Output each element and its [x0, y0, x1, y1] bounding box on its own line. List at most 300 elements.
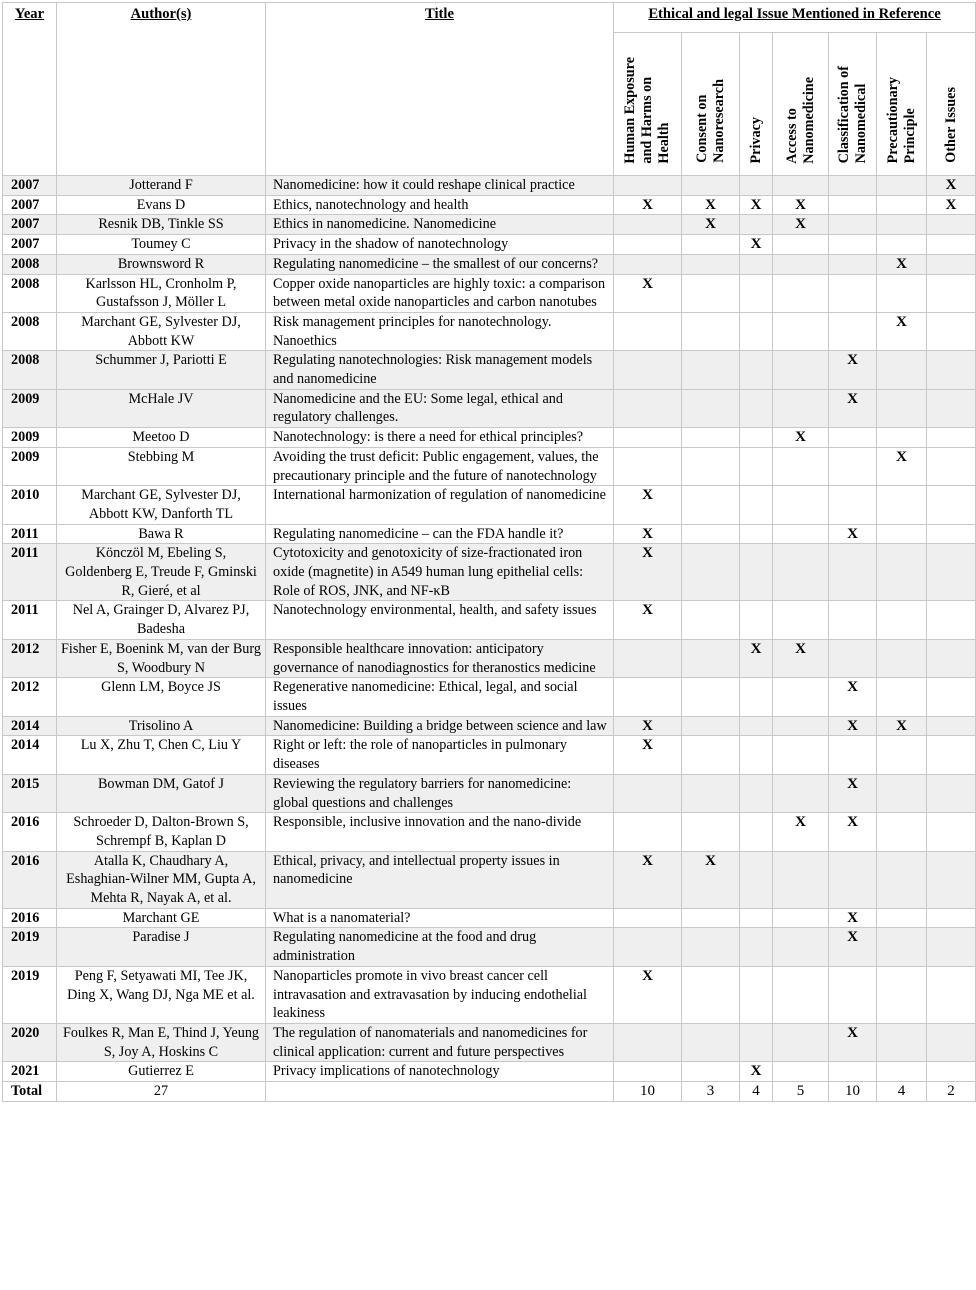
issue-mark-cell: X: [877, 447, 927, 485]
authors-cell: Meetoo D: [57, 428, 266, 448]
issue-mark-cell: [682, 235, 740, 255]
year-cell: 2007: [3, 195, 57, 215]
issue-mark-cell: X: [927, 195, 976, 215]
issue-mark-cell: [740, 351, 773, 389]
issue-mark-cell: X: [829, 351, 877, 389]
title-cell: Risk management principles for nanotechnology. Nanoethics: [266, 312, 614, 350]
issue-mark-cell: X: [682, 195, 740, 215]
total-issue-count: 10: [829, 1082, 877, 1102]
issue-mark-cell: [614, 351, 682, 389]
year-cell: 2009: [3, 447, 57, 485]
issue-mark-cell: [829, 428, 877, 448]
table-row: [3, 1023, 976, 1061]
issue-mark-cell: [829, 601, 877, 639]
year-cell: 2016: [3, 851, 57, 908]
issue-header: [927, 33, 976, 176]
issue-mark-cell: [740, 1023, 773, 1061]
issue-header-line: Nanomedicine: [800, 76, 817, 164]
authors-cell: Trisolino A: [57, 716, 266, 736]
year-cell: 2016: [3, 908, 57, 928]
title-cell: Privacy in the shadow of nanotechnology: [266, 235, 614, 255]
table-row: [3, 1062, 976, 1082]
table-row: [3, 908, 976, 928]
issue-mark-cell: [773, 736, 829, 774]
issue-mark-cell: [682, 524, 740, 544]
issue-mark-cell: [829, 215, 877, 235]
issue-mark-cell: [927, 928, 976, 966]
issue-mark-cell: [773, 1062, 829, 1082]
issue-mark-cell: X: [773, 215, 829, 235]
table-row: [3, 389, 976, 427]
issue-header-line: Human Exposure: [622, 56, 638, 164]
issue-mark-cell: [682, 678, 740, 716]
issue-mark-cell: [877, 908, 927, 928]
issue-mark-cell: X: [927, 176, 976, 196]
issue-mark-cell: [773, 351, 829, 389]
issue-mark-cell: [829, 639, 877, 677]
issue-mark-cell: [682, 908, 740, 928]
table-row: [3, 716, 976, 736]
issue-mark-cell: [614, 447, 682, 485]
issue-mark-cell: X: [740, 639, 773, 677]
issue-mark-cell: [927, 774, 976, 812]
issue-mark-cell: X: [614, 524, 682, 544]
issue-mark-cell: X: [614, 966, 682, 1023]
authors-cell: Fisher E, Boenink M, van der Burg S, Woodbury N: [57, 639, 266, 677]
issue-mark-cell: [614, 235, 682, 255]
issue-mark-cell: [927, 1023, 976, 1061]
issue-mark-cell: X: [740, 235, 773, 255]
table-row: [3, 736, 976, 774]
issue-mark-cell: [682, 389, 740, 427]
title-cell: Responsible healthcare innovation: anticipatory governance of nanodiagnostics for theranostics medicine: [266, 639, 614, 677]
title-cell: Avoiding the trust deficit: Public engagement, values, the precautionary principle and the future of nanotechnology: [266, 447, 614, 485]
issue-mark-cell: [927, 639, 976, 677]
year-cell: 2008: [3, 254, 57, 274]
issue-mark-cell: [773, 274, 829, 312]
issue-mark-cell: [773, 486, 829, 524]
issue-mark-cell: [829, 851, 877, 908]
issue-mark-cell: X: [829, 813, 877, 851]
title-cell: Nanomedicine and the EU: Some legal, ethical and regulatory challenges.: [266, 389, 614, 427]
authors-header: Author(s): [57, 3, 266, 176]
issue-mark-cell: [877, 736, 927, 774]
issue-mark-cell: [740, 447, 773, 485]
issue-header-label: [694, 75, 728, 169]
issue-mark-cell: [773, 176, 829, 196]
issue-mark-cell: [682, 966, 740, 1023]
issue-mark-cell: [773, 774, 829, 812]
issue-mark-cell: X: [829, 716, 877, 736]
table-row: [3, 774, 976, 812]
issue-mark-cell: X: [682, 215, 740, 235]
issue-mark-cell: [682, 312, 740, 350]
title-cell: Nanoparticles promote in vivo breast cancer cell intravasation and extravasation by inducing endothelial leakiness: [266, 966, 614, 1023]
table-row: [3, 274, 976, 312]
issue-mark-cell: [773, 851, 829, 908]
title-cell: Nanotechnology environmental, health, and safety issues: [266, 601, 614, 639]
issue-mark-cell: X: [877, 312, 927, 350]
authors-cell: Jotterand F: [57, 176, 266, 196]
title-cell: Reviewing the regulatory barriers for nanomedicine: global questions and challenges: [266, 774, 614, 812]
issue-mark-cell: [877, 235, 927, 255]
issue-mark-cell: [927, 235, 976, 255]
title-cell: Regulating nanomedicine at the food and drug administration: [266, 928, 614, 966]
issue-mark-cell: [829, 176, 877, 196]
issue-mark-cell: [614, 774, 682, 812]
title-cell: Ethics in nanomedicine. Nanomedicine: [266, 215, 614, 235]
table-row: [3, 678, 976, 716]
issue-mark-cell: [773, 254, 829, 274]
authors-cell: Foulkes R, Man E, Thind J, Yeung S, Joy A, Hoskins C: [57, 1023, 266, 1061]
issue-header-line: Consent on: [693, 95, 710, 164]
title-cell: Regulating nanomedicine – can the FDA handle it?: [266, 524, 614, 544]
issue-mark-cell: [614, 312, 682, 350]
issue-mark-cell: X: [773, 195, 829, 215]
authors-cell: Toumey C: [57, 235, 266, 255]
table-body: [3, 176, 976, 1102]
authors-cell: Schummer J, Pariotti E: [57, 351, 266, 389]
issue-mark-cell: [773, 524, 829, 544]
references-table: [2, 2, 976, 1102]
issue-mark-cell: [614, 678, 682, 716]
issue-mark-cell: [773, 928, 829, 966]
issue-mark-cell: [829, 235, 877, 255]
issue-mark-cell: [927, 215, 976, 235]
issue-header: [829, 33, 877, 176]
year-cell: 2015: [3, 774, 57, 812]
issue-mark-cell: [740, 215, 773, 235]
issue-header-label: [943, 83, 960, 169]
issue-mark-cell: [773, 312, 829, 350]
issue-mark-cell: [927, 908, 976, 928]
issue-mark-cell: [740, 813, 773, 851]
issues-group-header: Ethical and legal Issue Mentioned in Reference: [614, 3, 976, 33]
issue-mark-cell: [740, 312, 773, 350]
issue-mark-cell: [773, 601, 829, 639]
issue-mark-cell: X: [773, 428, 829, 448]
issue-header: [773, 33, 829, 176]
issue-mark-cell: X: [614, 544, 682, 601]
year-cell: 2010: [3, 486, 57, 524]
total-row: [3, 1082, 976, 1102]
authors-cell: Gutierrez E: [57, 1062, 266, 1082]
table-row: [3, 601, 976, 639]
issue-mark-cell: [614, 215, 682, 235]
issue-header-line: Nanoresearch: [710, 79, 727, 164]
issue-mark-cell: [927, 601, 976, 639]
issue-mark-cell: [927, 486, 976, 524]
issue-mark-cell: [682, 639, 740, 677]
issue-mark-cell: [682, 544, 740, 601]
title-cell: Nanomedicine: Building a bridge between science and law: [266, 716, 614, 736]
issue-mark-cell: [740, 274, 773, 312]
issue-mark-cell: X: [829, 1023, 877, 1061]
authors-cell: Karlsson HL, Cronholm P, Gustafsson J, Möller L: [57, 274, 266, 312]
issue-header-line: Classification of: [835, 65, 852, 164]
title-cell: Ethical, privacy, and intellectual property issues in nanomedicine: [266, 851, 614, 908]
table-row: [3, 928, 976, 966]
year-cell: 2021: [3, 1062, 57, 1082]
year-cell: 2012: [3, 639, 57, 677]
issue-mark-cell: [740, 176, 773, 196]
issue-mark-cell: X: [773, 639, 829, 677]
issue-mark-cell: [614, 1023, 682, 1061]
year-cell: 2011: [3, 524, 57, 544]
table-row: [3, 428, 976, 448]
issue-mark-cell: X: [829, 774, 877, 812]
issue-mark-cell: [877, 195, 927, 215]
issue-mark-cell: [877, 966, 927, 1023]
total-issue-count: 5: [773, 1082, 829, 1102]
issue-mark-cell: X: [614, 851, 682, 908]
issue-mark-cell: [927, 389, 976, 427]
issue-mark-cell: [682, 774, 740, 812]
table-row: [3, 254, 976, 274]
issue-mark-cell: [927, 447, 976, 485]
year-cell: 2014: [3, 716, 57, 736]
issue-mark-cell: X: [614, 601, 682, 639]
year-cell: 2008: [3, 351, 57, 389]
issue-mark-cell: [829, 1062, 877, 1082]
issue-mark-cell: [927, 524, 976, 544]
year-cell: 2008: [3, 274, 57, 312]
issue-mark-cell: [829, 195, 877, 215]
issue-header-label: [784, 73, 818, 170]
table-row: [3, 524, 976, 544]
issue-mark-cell: [682, 601, 740, 639]
total-issue-count: 3: [682, 1082, 740, 1102]
issue-mark-cell: [927, 678, 976, 716]
issue-mark-cell: [877, 774, 927, 812]
issue-mark-cell: [740, 774, 773, 812]
issue-mark-cell: [740, 851, 773, 908]
table-row: [3, 195, 976, 215]
issue-mark-cell: X: [740, 1062, 773, 1082]
authors-cell: Evans D: [57, 195, 266, 215]
issue-header-line: Principle: [901, 108, 918, 164]
issue-mark-cell: [614, 176, 682, 196]
issue-header: [682, 33, 740, 176]
issue-header-line: Nanomedical: [852, 83, 869, 164]
total-authors-count: 27: [57, 1082, 266, 1102]
title-cell: Cytotoxicity and genotoxicity of size-fractionated iron oxide (magnetite) in A549 human lung epithelial cells: Role of ROS, JNK, and NF-κB: [266, 544, 614, 601]
year-cell: 2012: [3, 678, 57, 716]
issue-mark-cell: [740, 524, 773, 544]
issue-mark-cell: [682, 813, 740, 851]
year-cell: 2009: [3, 428, 57, 448]
year-cell: 2007: [3, 176, 57, 196]
issue-mark-cell: [740, 254, 773, 274]
issue-mark-cell: [877, 1062, 927, 1082]
issue-header-line: Health: [656, 122, 672, 164]
issue-mark-cell: [614, 428, 682, 448]
total-label: Total: [3, 1082, 57, 1102]
issue-mark-cell: [877, 813, 927, 851]
issue-header-line: and Harms on: [639, 76, 655, 164]
issue-mark-cell: [682, 176, 740, 196]
issue-mark-cell: [927, 274, 976, 312]
authors-cell: Nel A, Grainger D, Alvarez PJ, Badesha: [57, 601, 266, 639]
issue-mark-cell: X: [829, 678, 877, 716]
title-cell: Right or left: the role of nanoparticles in pulmonary diseases: [266, 736, 614, 774]
issue-mark-cell: [927, 254, 976, 274]
issue-header: [877, 33, 927, 176]
issue-mark-cell: [740, 716, 773, 736]
authors-cell: Könczöl M, Ebeling S, Goldenberg E, Treude F, Gminski R, Gieré, et al: [57, 544, 266, 601]
issue-mark-cell: [877, 639, 927, 677]
issue-header-label: [885, 73, 919, 169]
issue-mark-cell: [773, 966, 829, 1023]
issue-mark-cell: [682, 274, 740, 312]
issue-mark-cell: [927, 312, 976, 350]
authors-cell: Bowman DM, Gatof J: [57, 774, 266, 812]
issue-mark-cell: [773, 447, 829, 485]
authors-cell: Brownsword R: [57, 254, 266, 274]
issue-mark-cell: X: [740, 195, 773, 215]
issue-mark-cell: [740, 736, 773, 774]
authors-cell: Paradise J: [57, 928, 266, 966]
issue-mark-cell: [877, 1023, 927, 1061]
issue-mark-cell: [927, 966, 976, 1023]
issue-mark-cell: [829, 312, 877, 350]
total-issue-count: 4: [877, 1082, 927, 1102]
table-row: [3, 215, 976, 235]
table-row: [3, 235, 976, 255]
issue-mark-cell: [829, 254, 877, 274]
title-cell: Copper oxide nanoparticles are highly toxic: a comparison between metal oxide nanoparticles and carbon nanotubes: [266, 274, 614, 312]
issue-mark-cell: X: [829, 928, 877, 966]
issue-mark-cell: [740, 389, 773, 427]
issue-mark-cell: [740, 908, 773, 928]
issue-mark-cell: [927, 428, 976, 448]
title-cell: The regulation of nanomaterials and nanomedicines for clinical application: current and future perspectives: [266, 1023, 614, 1061]
title-cell: International harmonization of regulation of nanomedicine: [266, 486, 614, 524]
header-row: [3, 3, 976, 33]
issue-header-line: Access to: [783, 107, 800, 164]
table-row: [3, 486, 976, 524]
issue-mark-cell: [682, 447, 740, 485]
year-cell: 2007: [3, 215, 57, 235]
issue-mark-cell: [773, 235, 829, 255]
issue-mark-cell: [829, 274, 877, 312]
issue-header-label: [622, 53, 673, 170]
table-row: [3, 447, 976, 485]
authors-cell: Marchant GE: [57, 908, 266, 928]
title-cell: Responsible, inclusive innovation and the nano-divide: [266, 813, 614, 851]
issue-mark-cell: X: [614, 195, 682, 215]
title-cell: Ethics, nanotechnology and health: [266, 195, 614, 215]
issue-mark-cell: [773, 716, 829, 736]
issue-header: [614, 33, 682, 176]
year-cell: 2009: [3, 389, 57, 427]
issue-mark-cell: [877, 428, 927, 448]
table-row: [3, 851, 976, 908]
table-row: [3, 966, 976, 1023]
authors-cell: Resnik DB, Tinkle SS: [57, 215, 266, 235]
issue-mark-cell: [877, 544, 927, 601]
table-row: [3, 544, 976, 601]
issue-mark-cell: [877, 678, 927, 716]
issue-mark-cell: X: [682, 851, 740, 908]
issue-mark-cell: [773, 544, 829, 601]
issue-mark-cell: [740, 678, 773, 716]
year-cell: 2019: [3, 966, 57, 1023]
issue-header-label: [748, 113, 765, 169]
issue-mark-cell: [614, 389, 682, 427]
issue-mark-cell: [740, 544, 773, 601]
issue-mark-cell: [682, 736, 740, 774]
issue-mark-cell: X: [773, 813, 829, 851]
authors-cell: Glenn LM, Boyce JS: [57, 678, 266, 716]
issue-mark-cell: [682, 486, 740, 524]
issue-mark-cell: X: [614, 716, 682, 736]
issue-mark-cell: [740, 928, 773, 966]
issue-mark-cell: [682, 716, 740, 736]
year-header: Year: [3, 3, 57, 176]
issue-mark-cell: [682, 1062, 740, 1082]
authors-cell: Stebbing M: [57, 447, 266, 485]
issue-header: [740, 33, 773, 176]
total-title-cell: [266, 1082, 614, 1102]
authors-cell: Marchant GE, Sylvester DJ, Abbott KW, Danforth TL: [57, 486, 266, 524]
total-issue-count: 4: [740, 1082, 773, 1102]
issue-mark-cell: [740, 486, 773, 524]
issue-mark-cell: [773, 678, 829, 716]
total-issue-count: 10: [614, 1082, 682, 1102]
authors-cell: Lu X, Zhu T, Chen C, Liu Y: [57, 736, 266, 774]
title-cell: Nanotechnology: is there a need for ethical principles?: [266, 428, 614, 448]
title-cell: Regenerative nanomedicine: Ethical, legal, and social issues: [266, 678, 614, 716]
year-cell: 2020: [3, 1023, 57, 1061]
issue-mark-cell: [682, 928, 740, 966]
issue-mark-cell: [927, 736, 976, 774]
year-cell: 2008: [3, 312, 57, 350]
title-cell: Regulating nanomedicine – the smallest of our concerns?: [266, 254, 614, 274]
total-issue-count: 2: [927, 1082, 976, 1102]
issue-mark-cell: [740, 601, 773, 639]
issue-mark-cell: [877, 274, 927, 312]
issue-mark-cell: [614, 908, 682, 928]
issue-mark-cell: X: [614, 736, 682, 774]
year-cell: 2011: [3, 601, 57, 639]
issue-mark-cell: [877, 389, 927, 427]
issue-mark-cell: X: [614, 486, 682, 524]
title-cell: Regulating nanotechnologies: Risk management models and nanomedicine: [266, 351, 614, 389]
issue-mark-cell: [829, 544, 877, 601]
issue-mark-cell: [877, 601, 927, 639]
issue-header-label: [836, 62, 870, 169]
issue-mark-cell: X: [829, 524, 877, 544]
issue-header-line: Precautionary: [884, 76, 901, 164]
issue-mark-cell: [614, 639, 682, 677]
issue-mark-cell: X: [877, 254, 927, 274]
authors-cell: Marchant GE, Sylvester DJ, Abbott KW: [57, 312, 266, 350]
table-row: [3, 639, 976, 677]
issue-mark-cell: [877, 928, 927, 966]
issue-mark-cell: [773, 1023, 829, 1061]
issue-mark-cell: [740, 428, 773, 448]
table-row: [3, 176, 976, 196]
issue-mark-cell: [682, 351, 740, 389]
title-header: Title: [266, 3, 614, 176]
issue-mark-cell: [614, 1062, 682, 1082]
issue-mark-cell: [682, 1023, 740, 1061]
year-cell: 2011: [3, 544, 57, 601]
year-cell: 2014: [3, 736, 57, 774]
issue-mark-cell: [927, 813, 976, 851]
issue-mark-cell: [877, 176, 927, 196]
